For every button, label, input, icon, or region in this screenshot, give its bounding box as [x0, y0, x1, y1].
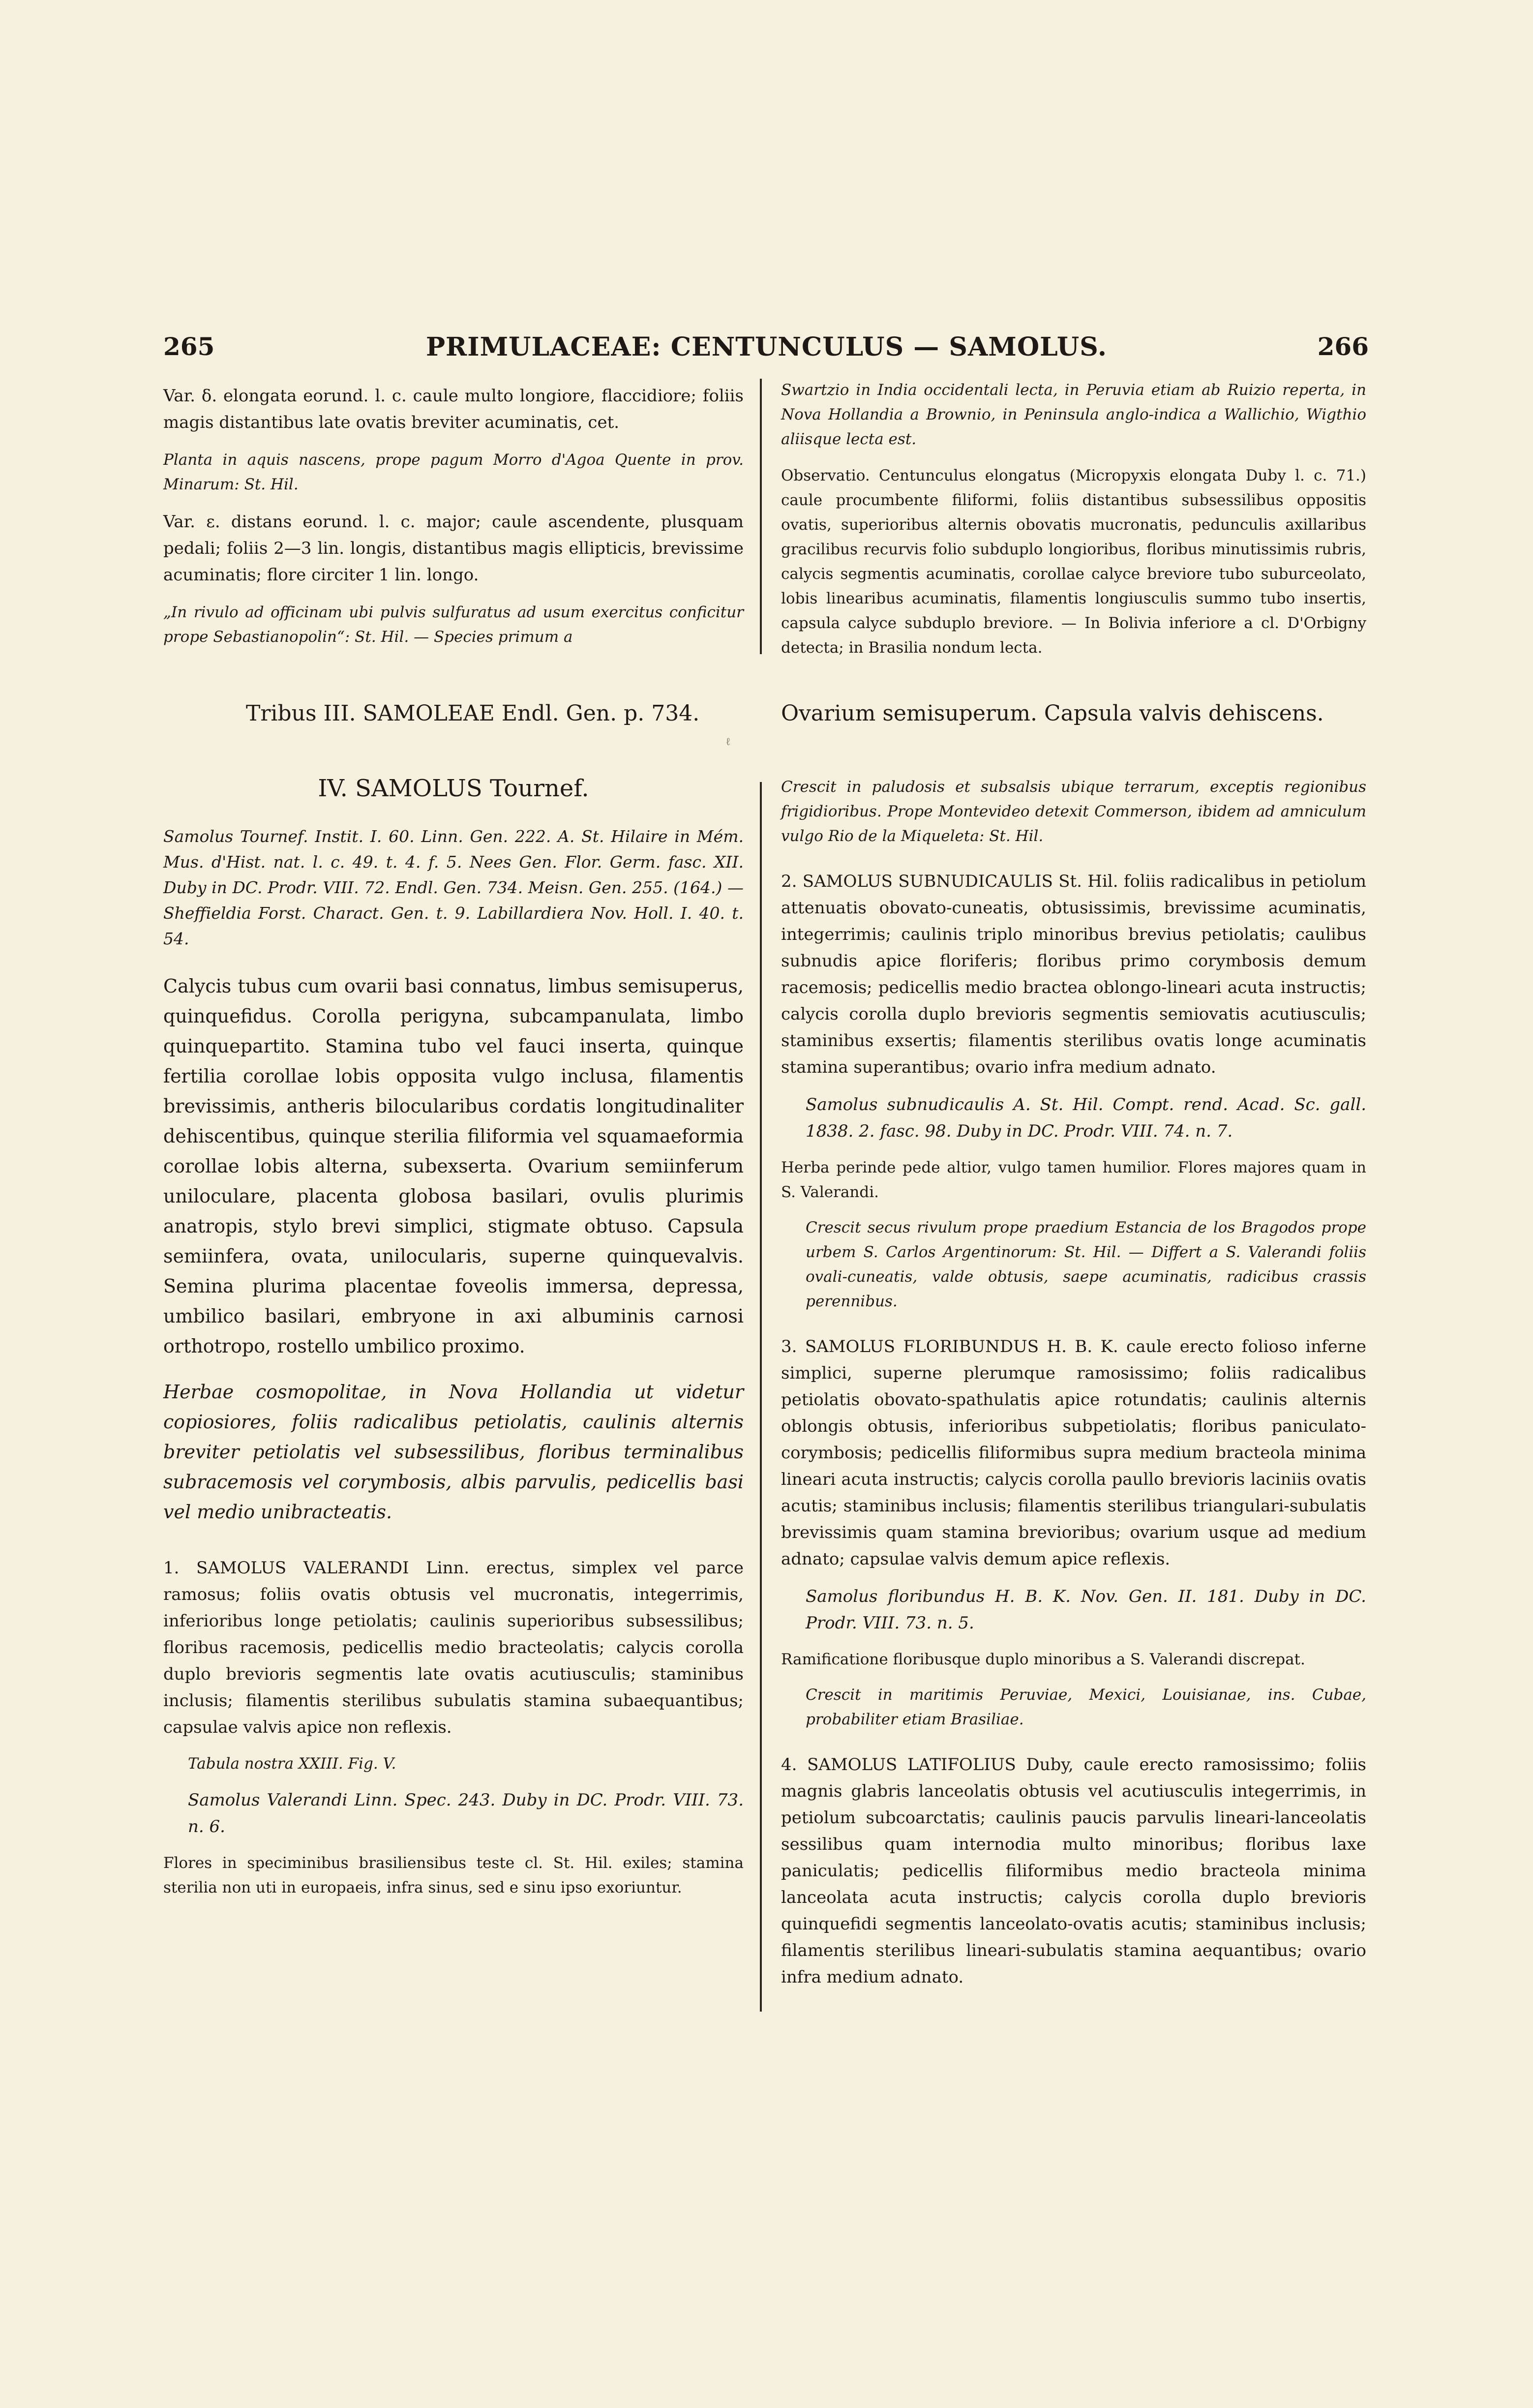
species-1-diagnosis: 1. SAMOLUS VALERANDI Linn. erectus, simplex vel parce ramosus; foliis ovatis obtusis vel mucronatis, integerrimis, inferioribus longe petiolatis; caulinis superioribus subsessilibus; floribus racemosis, pedicellis medio bracteolatis; calycis corolla duplo brevioris segmentis late ovatis acutiusculis; staminibus inclusis; filamentis sterilibus subulatis stamina subaequantibus; capsulae valvis apice non reflexis.	[163, 1558, 744, 1737]
species-4-diagnosis: 4. SAMOLUS LATIFOLIUS Duby, caule erecto ramosissimo; foliis magnis glabris lanceolatis obtusis vel acutiusculis integerrimis, in petiolum subcoarctatis; caulinis paucis parvulis lineari-lanceolatis sessilibus quam internodia multo minoribus; floribus laxe paniculatis; pedicellis filiformibus medio bracteola minima lanceolata acuta instructis; calycis corolla duplo brevioris quinquefidi segmentis lanceolato-ovatis acutis; staminibus inclusis; filamentis sterilibus lineari-subulatis stamina aequantibus; ovario infra medium adnato.	[781, 1755, 1366, 1987]
variety-delta-locality: Planta in aquis nascens, prope pagum Morro d'Agoa Quente in prov. Minarum: St. Hil.	[163, 451, 744, 493]
page-number-left: 265	[163, 332, 215, 361]
variety-epsilon-locality: „In rivulo ad officinam ubi pulvis sulfuratus ad usum exercitus conficitur prope Sebastianopolin“: St. Hil. — Species primum a	[163, 603, 744, 646]
distribution-continuation: Swartzio in India occidentali lecta, in Peruvia etiam ab Ruizio reperta, in Nova Hollandia a Brownio, in Peninsula anglo-indica a Wallichio, Wigthio aliisque lecta est.	[781, 381, 1366, 448]
top-right-column	[781, 378, 1366, 660]
species-2-note: Herba perinde pede altior, vulgo tamen humilior. Flores majores quam in S. Valerandi.	[781, 1159, 1366, 1201]
page-number-right: 266	[1317, 332, 1369, 361]
running-title: PRIMULACEAE: CENTUNCULUS — SAMOLUS.	[425, 332, 1108, 362]
top-left-column	[163, 383, 744, 649]
stray-mark: ℓ	[725, 736, 731, 748]
species-2-distribution: Crescit secus rivulum prope praedium Estancia de los Bragodos prope urbem S. Carlos Argentinorum: St. Hil. — Differt a S. Valerandi foliis ovali-cuneatis, valde obtusis, saepe acuminatis, radicibus crassis perennibus.	[806, 1219, 1366, 1310]
genus-description: Calycis tubus cum ovarii basi connatus, limbus semisuperus, quinquefidus. Corolla perigyna, subcampanulata, limbo quinquepartito. Stamina tubo vel fauci inserta, quinque fertilia corollae lobis opposita vulgo inclusa, filamentis brevissimis, antheris bilocularibus cordatis longitudinaliter dehiscentibus, quinque sterilia filiformia vel squamaeformia corollae lobis alterna, subexserta. Ovarium semiinferum uniloculare, placenta globosa basilari, ovulis plurimis anatropis, stylo brevi simplici, stigmate obtuso. Capsula semiinfera, ovata, unilocularis, superne quinquevalvis. Semina plurima placentae foveolis immersa, depressa, umbilico basilari, embryone in axi albuminis carnosi orthotropo, rostello umbilico proximo.	[163, 975, 744, 1357]
column-rule-top	[760, 379, 762, 654]
main-left-column	[163, 824, 744, 1900]
variety-delta: Var. δ. elongata eorund. l. c. caule multo longiore, flaccidiore; foliis magis distantibus late ovatis breviter acuminatis, cet.	[163, 386, 744, 432]
tribus-heading: Tribus III. SAMOLEAE Endl. Gen. p. 734.	[246, 701, 700, 726]
observatio-paragraph: Observatio. Centunculus elongatus (Micropyxis elongata Duby l. c. 71.) caule procumbente filiformi, foliis distantibus subsessilibus oppositis ovatis, superioribus alternis obovatis mucronatis, pedunculis axillaribus gracilibus recurvis folio subduplo longioribus, floribus minutissimis rubris, calycis segmentis acuminatis, corollae calyce breviore tubo suburceolato, lobis linearibus acuminatis, filamentis longiusculis summo tubo insertis, capsula calyce subduplo breviore. — In Bolivia inferiore a cl. D'Orbigny detecta; in Brasilia nondum lecta.	[781, 467, 1366, 657]
genus-synonymy: Samolus Tournef. Instit. I. 60. Linn. Gen. 222. A. St. Hilaire in Mém. Mus. d'Hist. nat. l. c. 49. t. 4. f. 5. Nees Gen. Flor. Germ. fasc. XII. Duby in DC. Prodr. VIII. 72. Endl. Gen. 734. Meisn. Gen. 255. (164.) — Sheffieldia Forst. Charact. Gen. t. 9. Labillardiera Nov. Holl. I. 40. t. 54.	[163, 827, 744, 948]
species-1-plate: Tabula nostra XXIII. Fig. V.	[188, 1755, 396, 1773]
species-3-diagnosis: 3. SAMOLUS FLORIBUNDUS H. B. K. caule erecto folioso inferne simplici, superne plerumque ramosissimo; foliis radicalibus petiolatis obovato-spathulatis apice rotundatis; caulinis alternis oblongis obtusis, inferioribus subpetiolatis; floribus paniculato-corymbosis; pedicellis filiformibus supra medium bracteola minima lineari acuta instructis; calycis corolla paullo brevioris laciniis ovatis acutis; staminibus inclusis; filamentis sterilibus triangulari-subulatis brevissimis quam stamina brevioribus; ovarium usque ad medium adnato; capsulae valvis demum apice reflexis.	[781, 1337, 1366, 1569]
genus-habit: Herbae cosmopolitae, in Nova Hollandia ut videtur copiosiores, foliis radicalibus petiolatis, caulinis alternis breviter petiolatis vel subsessilibus, floribus terminalibus subracemosis vel corymbosis, albis parvulis, pedicellis basi vel medio unibracteatis.	[163, 1381, 744, 1523]
variety-epsilon: Var. ε. distans eorund. l. c. major; caule ascendente, plusquam pedali; foliis 2—3 lin. longis, distantibus magis ellipticis, brevissime acuminatis; flore circiter 1 lin. longo.	[163, 512, 744, 585]
species-2-diagnosis: 2. SAMOLUS SUBNUDICAULIS St. Hil. foliis radicalibus in petiolum attenuatis obovato-cuneatis, obtusissimis, brevissime acuminatis, integerrimis; caulinis triplo minoribus brevius petiolatis; caulibus subnudis apice floriferis; floribus primo corymbosis demum racemosis; pedicellis medio bractea oblongo-lineari acuta instructis; calycis corolla duplo brevioris segmentis semiovatis acutiusculis; staminibus exsertis; filamentis sterilibus ovatis longe acuminatis stamina superantibus; ovario infra medium adnato.	[781, 872, 1366, 1077]
column-rule-main	[760, 782, 762, 2012]
species-3-note: Ramificatione floribusque duplo minoribus a S. Valerandi discrepat.	[781, 1651, 1305, 1668]
species-1-note: Flores in speciminibus brasiliensibus teste cl. St. Hil. exiles; stamina sterilia non uti in europaeis, infra sinus, sed e sinu ipso exoriuntur.	[163, 1854, 744, 1896]
main-right-column	[781, 775, 1366, 1990]
species-1-reference: Samolus Valerandi Linn. Spec. 243. Duby in DC. Prodr. VIII. 73. n. 6.	[188, 1790, 744, 1836]
species-1-distribution: Crescit in paludosis et subsalsis ubique terrarum, exceptis regionibus frigidioribus. Prope Montevideo detexit Commerson, ibidem ad amniculum vulgo Rio de la Miqueleta: St. Hil.	[781, 778, 1366, 845]
species-3-reference: Samolus floribundus H. B. K. Nov. Gen. II. 181. Duby in DC. Prodr. VIII. 73. n. 5.	[806, 1587, 1366, 1633]
genus-heading: IV. SAMOLUS Tournef.	[318, 775, 589, 802]
species-2-reference: Samolus subnudicaulis A. St. Hil. Compt. rend. Acad. Sc. gall. 1838. 2. fasc. 98. Duby in DC. Prodr. VIII. 74. n. 7.	[806, 1095, 1366, 1141]
species-3-distribution: Crescit in maritimis Peruviae, Mexici, Louisianae, ins. Cubae, probabiliter etiam Brasiliae.	[806, 1686, 1366, 1728]
tribus-character: Ovarium semisuperum. Capsula valvis dehiscens.	[781, 701, 1324, 726]
